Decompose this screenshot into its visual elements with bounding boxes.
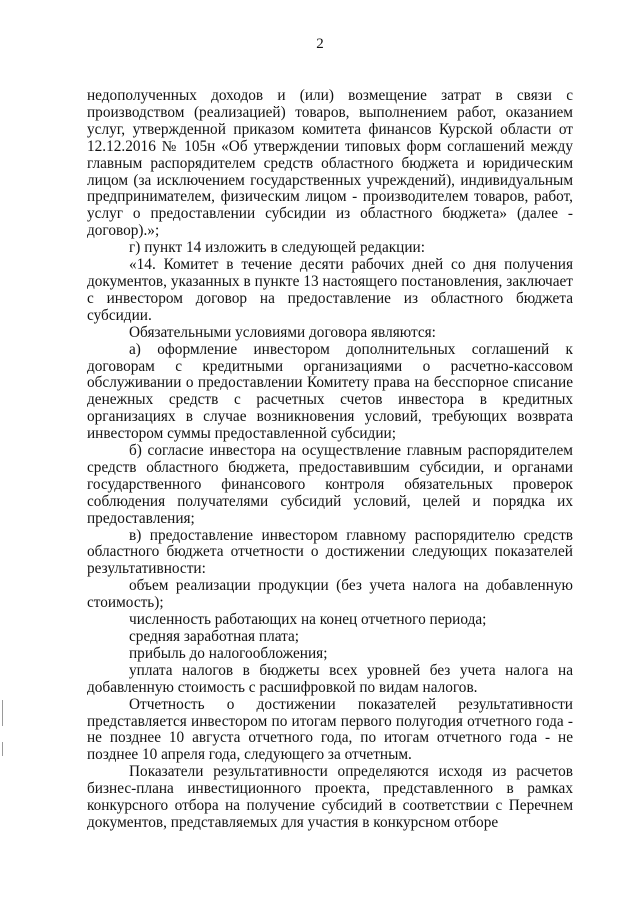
paragraph: прибыль до налогообложения; [129, 644, 328, 662]
page-number: 2 [316, 36, 324, 52]
paragraph: Обязательными условиями договора являются: [129, 323, 436, 341]
document-body [87, 88, 573, 832]
paragraph: г) пункт 14 изложить в следующей редакции: [129, 239, 425, 257]
paragraph: недополученных доходов и (или) возмещение затрат в связи с производством (реализацией) товаров, выполнением работ, оказанием услуг, утвержденной приказом комитета финансов Курской области от 12.12.2016 № 105н «Об утверждении типовых форм соглашений между главным распорядителем средств областного бюджета и юридическим лицом (за исключением государственных учреждений), индивидуальным предпринимателем, физическим лицом - производителем товаров, работ, услуг о предоставлении субсидии из областного бюджета» (далее - договор).»; [87, 87, 573, 240]
scan-edge-mark [2, 700, 3, 726]
paragraph: в) предоставление инвестором главному распорядителю средств областного бюджета отчетности о достижении следующих показателей результативности: [87, 526, 573, 578]
paragraph: Отчетность о достижении показателей результативности представляется инвестором по итогам первого полугодия отчетного года - не позднее 10 августа отчетного года, по итогам отчетного года - не позднее 10 апреля года, следующего за отчетным. [87, 695, 573, 764]
paragraph: б) согласие инвестора на осуществление главным распорядителем средств областного бюджета, предоставившим субсидии, и органами государственного финансового контроля обязательных проверок соблюдения получателями субсидий условий, целей и порядка их предоставления; [87, 442, 573, 527]
paragraph: уплата налогов в бюджеты всех уровней без учета налога на добавленную стоимость с расшифровкой по видам налогов. [87, 661, 573, 696]
paragraph: средняя заработная плата; [129, 628, 300, 645]
paragraph: «14. Комитет в течение десяти рабочих дней со дня получения документов, указанных в пункте 13 настоящего постановления, заключает с инвестором договор на предоставление из областного бюджета субсидии. [87, 256, 573, 324]
paragraph: Показатели результативности определяются исходя из расчетов бизнес-плана инвестиционного проекта, представленного в рамках конкурсного отбора на получение субсидий в соответствии с Перечнем документов, представляемых для участия в конкурсном отборе [87, 763, 573, 831]
paragraph: численность работающих на конец отчетного периода; [129, 611, 487, 629]
paragraph: объем реализации продукции (без учета налога на добавленную стоимость); [87, 577, 573, 612]
paragraph: а) оформление инвестором дополнительных соглашений к договорам с кредитными организациями о расчетно-кассовом обслуживании о предоставлении Комитету права на бесспорное списание денежных средств с расчетных счетов инвестора в кредитных организациях в случае возникновения условий, требующих возврата инвестором суммы предоставленной субсидии; [87, 340, 573, 443]
scan-edge-mark [2, 742, 3, 756]
